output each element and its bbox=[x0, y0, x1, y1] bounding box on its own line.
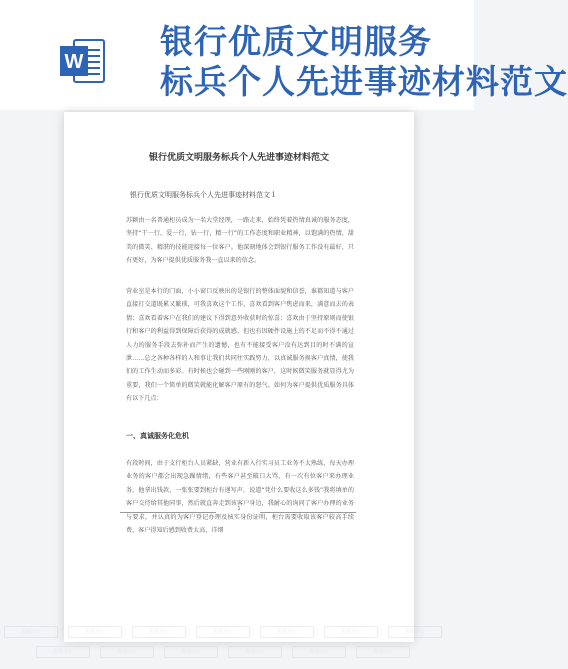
svg-text:W: W bbox=[64, 51, 84, 73]
watermark-text: 熊猫办公 bbox=[4, 626, 58, 638]
watermark-text: 熊猫办公 bbox=[356, 646, 410, 658]
page-number: 1 bbox=[237, 506, 241, 512]
footer-divider-right bbox=[260, 512, 356, 513]
paragraph-2: 营业室是本行的门面，小小窗口反映出的是银行的整体面貌和信誉，谁都知道与客户直接打交道既累又繁琐，可我喜欢这个工作，喜欢看到客户焦虑而来，满意而去的表情；喜欢看着客户在我们的建议下得到意外收获时的惊喜；喜欢由于坚持原则而使银行和客户的利益得到保障后获得的成就感。但也有因硬件设施上的不足而不得不通过人力的服务手段去弥补而产生的遗憾，也有不能接受客户没有达到目的时不满的宣泄……总之各种各样的人和事让我们共同往实践努力，以真诚服务换客户真情，使我们的工作生动而多彩。有时候也会碰到一些刚刚的客户，这时候微笑服务就显得尤为重要，我们一个简单的微笑就能化解客户原有的怒气。如何为客户提供优质服务具体有以下几点： bbox=[126, 288, 354, 403]
watermark-text: 熊猫办公 bbox=[68, 626, 122, 638]
watermark-text: 熊猫办公 bbox=[292, 646, 346, 658]
watermark-strip bbox=[0, 620, 474, 669]
banner-title bbox=[160, 22, 568, 102]
document-page bbox=[64, 112, 414, 642]
banner-title-line1: 银行优质文明服务 bbox=[160, 22, 432, 61]
document-subtitle: 银行优质文明服务标兵个人先进事迹材料范文１ bbox=[130, 191, 277, 199]
paragraph-3: 有段时间，由于支行柜台人员紧缺，营业有新入行实习员工业务不太熟练，每天办理业务的客户都会出现急躁情绪，有些客户甚至破口大骂，有一次有位客户来办理业务，他拿出钱款，一张张要到柜台有递写声，说道“凭什么要收这么多钱”我将填单的客户交待给其他同事，然后就直奔走到该客户身边，我耐心的询问了客户办理的业务与要求，并认真的为客户登记办理及核实身份证明，柜台需要收取该客户较高手续费，客户得知后感到收费太高，详细 bbox=[126, 460, 354, 535]
watermark-text: 熊猫办公 bbox=[100, 646, 154, 658]
document-title: 银行优质文明服务标兵个人先进事迹材料范文 bbox=[148, 153, 329, 163]
paragraph-1: 苏颖由一名普通柜员成为一名大堂经理，一路走来，始终凭着热情真诚的服务态度，坚持“干一行，爱一行，钻一行，精一行”的工作态度和职业精神，以饱满的热情，甜美的微笑、精湛的技能迎接每一位客户。他深刻地体会到银行服务工作没有最好，只有更好，为客户提供优质服务我一直以来的信念。 bbox=[126, 217, 354, 265]
footer-divider-left bbox=[120, 512, 216, 513]
watermark-text: 熊猫办公 bbox=[132, 626, 186, 638]
word-icon bbox=[60, 36, 106, 86]
watermark-text: 熊猫办公 bbox=[260, 626, 314, 638]
banner-title-line2: 标兵个人先进事迹材料范文 bbox=[160, 62, 568, 101]
watermark-text: 熊猫办公 bbox=[324, 626, 378, 638]
watermark-text: 熊猫办公 bbox=[36, 646, 90, 658]
watermark-text: 熊猫办公 bbox=[388, 626, 442, 638]
watermark-text: 熊猫办公 bbox=[196, 626, 250, 638]
watermark-text: 熊猫办公 bbox=[164, 646, 218, 658]
section-heading-1: 一、真诚服务化危机 bbox=[126, 432, 189, 440]
watermark-text: 熊猫办公 bbox=[228, 646, 282, 658]
document-banner bbox=[0, 0, 568, 110]
